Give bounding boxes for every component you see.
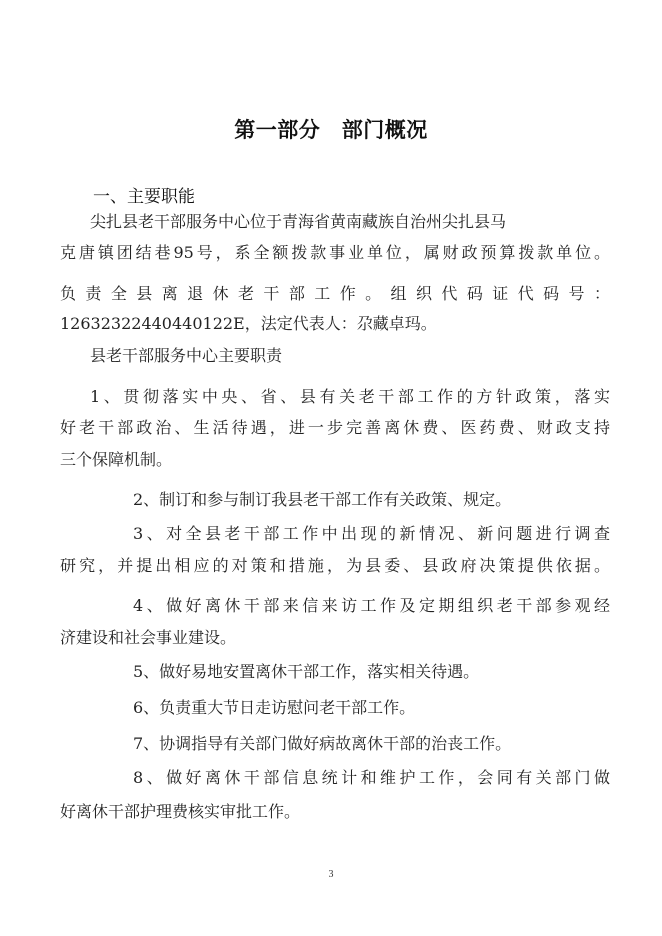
duty-4-line-1: 4、做好离休干部来信来访工作及定期组织老干部参观经 [133, 596, 610, 615]
duties-heading: 县老干部服务中心主要职责 [90, 346, 283, 365]
duty-6: 6、负责重大节日走访慰问老干部工作。 [133, 698, 416, 717]
section-heading: 一、主要职能 [93, 187, 195, 207]
duty-7: 7、协调指导有关部门做好病故离休干部的治丧工作。 [133, 734, 512, 753]
intro-line-4: 12632322440440122E，法定代表人：尕藏卓玛。 [60, 314, 437, 333]
duty-8-line-2: 好离休干部护理费核实审批工作。 [60, 802, 301, 821]
intro-line-2: 克唐镇团结巷95号，系全额拨款事业单位，属财政预算拨款单位。 [60, 243, 610, 262]
duty-3-line-1: 3、对全县老干部工作中出现的新情况、新问题进行调查 [133, 524, 610, 543]
intro-line-1: 尖扎县老干部服务中心位于青海省黄南藏族自治州尖扎县马 [90, 212, 507, 231]
duty-5: 5、做好易地安置离休干部工作，落实相关待遇。 [133, 662, 480, 681]
duty-8-line-1: 8、做好离休干部信息统计和维护工作，会同有关部门做 [133, 768, 610, 787]
page-number: 3 [328, 869, 334, 880]
duty-2: 2、制订和参与制订我县老干部工作有关政策、规定。 [133, 490, 512, 509]
duty-1-line-1: 1、贯彻落实中央、省、县有关老干部工作的方针政策，落实 [90, 387, 610, 406]
duty-4-line-2: 济建设和社会事业建设。 [60, 628, 237, 647]
duty-1-line-2: 好老干部政治、生活待遇，进一步完善离休费、医药费、财政支持 [60, 418, 610, 437]
intro-line-3: 负责全县离退休老干部工作。组织代码证代码号： [60, 284, 610, 303]
duty-1-line-3: 三个保障机制。 [60, 450, 173, 469]
page-title: 第一部分 部门概况 [234, 118, 428, 142]
duty-3-line-2: 研究，并提出相应的对策和措施，为县委、县政府决策提供依据。 [60, 556, 610, 575]
